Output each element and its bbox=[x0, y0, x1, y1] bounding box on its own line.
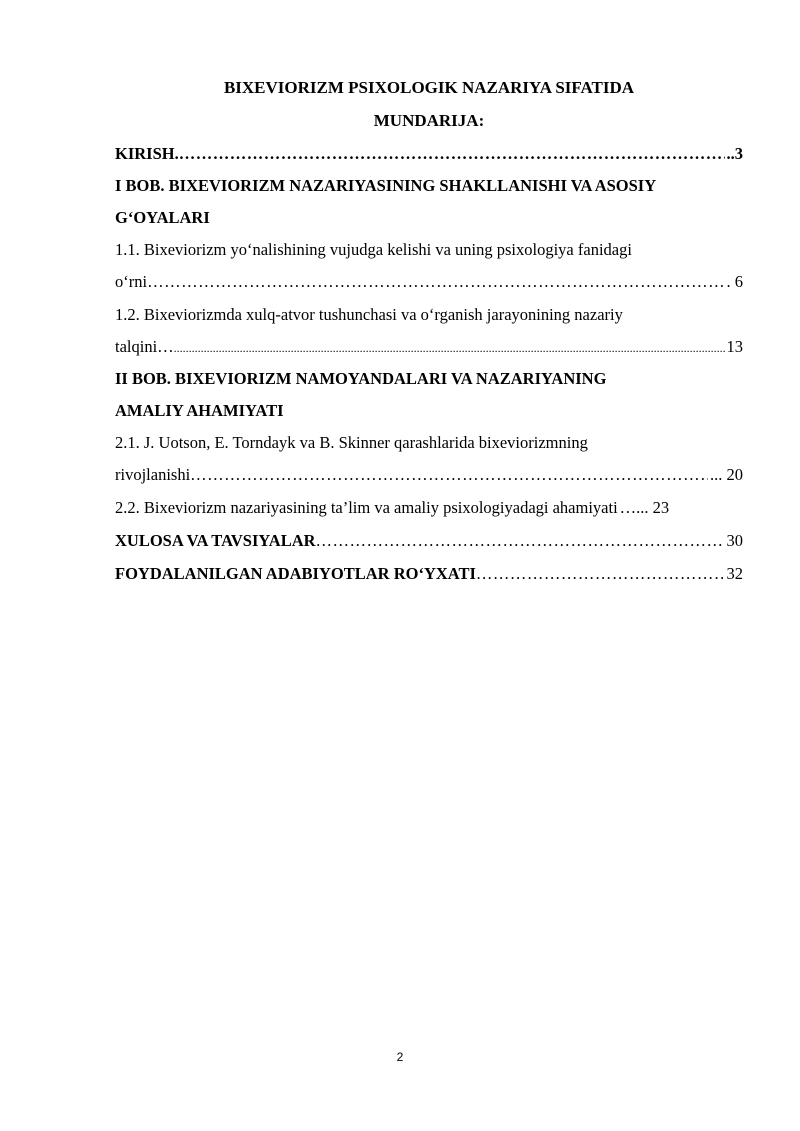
toc-leader-dots bbox=[190, 464, 708, 486]
toc-entry-page: . 6 bbox=[726, 272, 743, 291]
toc-entry-label: FOYDALANILGAN ADABIYOTLAR RO‘YXATI bbox=[115, 564, 476, 583]
document-title: BIXEVIORIZM PSIXOLOGIK NAZARIYA SIFATIDA bbox=[223, 78, 635, 97]
page-number: 2 bbox=[396, 1050, 404, 1064]
toc-entry-kirish[interactable] bbox=[115, 143, 743, 165]
toc-section-1-2-line1[interactable]: 1.2. Bixeviorizmda xulq-atvor tushunchasi va o‘rganish jarayonining nazariy bbox=[115, 305, 623, 324]
toc-entry-page: ... 20 bbox=[710, 465, 743, 484]
toc-leader-dots bbox=[476, 563, 725, 585]
toc-leader-dots bbox=[316, 530, 725, 552]
toc-entry-page: 32 bbox=[726, 564, 743, 583]
toc-section-2-2[interactable] bbox=[115, 497, 743, 519]
toc-leader-dots bbox=[174, 336, 725, 358]
toc-chapter-1-line1[interactable]: I BOB. BIXEVIORIZM NAZARIYASINING SHAKLLANISHI VA ASOSIY bbox=[115, 176, 657, 195]
toc-entry-page: 30 bbox=[726, 531, 743, 550]
toc-heading: MUNDARIJA: bbox=[373, 111, 485, 130]
toc-entry-label: rivojlanishi bbox=[115, 465, 191, 484]
toc-section-1-1-line2[interactable] bbox=[115, 271, 743, 293]
toc-section-2-1-line1[interactable]: 2.1. J. Uotson, E. Torndayk va B. Skinner qarashlarida bixeviorizmning bbox=[115, 433, 588, 452]
toc-section-1-2-line2[interactable] bbox=[115, 336, 743, 358]
toc-entry-adabiyotlar[interactable] bbox=[115, 563, 743, 585]
toc-chapter-2-line2[interactable]: AMALIY AHAMIYATI bbox=[115, 401, 284, 420]
toc-entry-page: 13 bbox=[726, 337, 743, 356]
toc-chapter-2-line1[interactable]: II BOB. BIXEVIORIZM NAMOYANDALARI VA NAZARIYANING bbox=[115, 369, 607, 388]
toc-section-2-1-line2[interactable] bbox=[115, 464, 743, 486]
toc-entry-label: XULOSA VA TAVSIYALAR bbox=[115, 531, 316, 550]
toc-entry-label: 2.2. Bixeviorizm nazariyasining ta’lim va amaliy psixologiyadagi ahamiyati bbox=[115, 498, 618, 517]
toc-entry-label: o‘rni bbox=[115, 272, 148, 291]
toc-entry-label: talqini… bbox=[115, 337, 174, 356]
toc-leader-dots bbox=[147, 271, 724, 293]
toc-chapter-1-line2[interactable]: G‘OYALARI bbox=[115, 208, 210, 227]
toc-leader-dots bbox=[179, 143, 725, 165]
toc-entry-page: ..3 bbox=[726, 144, 743, 163]
toc-entry-xulosa[interactable] bbox=[115, 530, 743, 552]
toc-section-1-1-line1[interactable]: 1.1. Bixeviorizm yo‘nalishining vujudga kelishi va uning psixologiya fanidagi bbox=[115, 240, 632, 259]
toc-entry-label: KIRISH. bbox=[115, 144, 179, 163]
toc-entry-page: …... 23 bbox=[619, 498, 670, 517]
